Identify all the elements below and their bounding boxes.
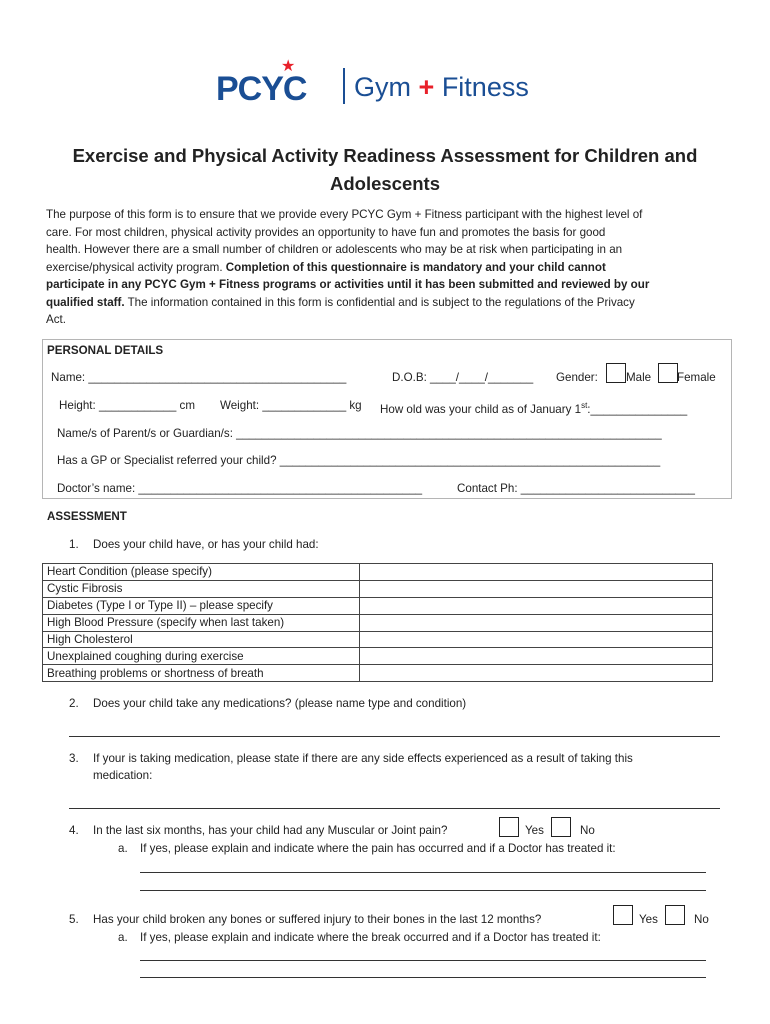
intro-line [46,259,726,277]
condition-answer-cell[interactable] [360,631,713,648]
question-1: Does your child have, or has your child had: [93,538,319,551]
q4-no-checkbox[interactable] [551,817,571,837]
table-row [43,580,713,597]
pcyc-logo [216,56,556,108]
condition-answer-cell[interactable] [360,564,713,581]
contact-phone-field[interactable]: Contact Ph: ___________________________ [457,482,695,495]
intro-text: exercise/physical activity program. [46,260,223,274]
q5-no-checkbox[interactable] [665,905,685,925]
question-5a: If yes, please explain and indicate where the break occurred and if a Doctor has treated it: [140,931,601,944]
intro-line [46,294,726,312]
question-number: 1. [69,538,79,551]
intro-line: health. However there are a small number of children or adolescents who may be at risk when participating in an [46,243,623,256]
logo-divider [343,68,345,104]
question-number: 2. [69,697,79,710]
condition-label: High Cholesterol [43,631,360,648]
personal-details-heading: PERSONAL DETAILS [47,344,164,357]
question-2: Does your child take any medications? (please name type and condition) [93,697,467,710]
question-4a: If yes, please explain and indicate where the pain has occurred and if a Doctor has treated it: [140,842,616,855]
intro-bold-text: participate in any PCYC Gym + Fitness programs or activities until it has been submitted and reviewed by our [46,278,650,291]
table-row [43,631,713,648]
table-row [43,614,713,631]
condition-label: Heart Condition (please specify) [43,564,360,581]
table-row [43,648,713,665]
intro-line: Act. [46,313,66,326]
question-number: 3. [69,752,79,765]
condition-label: Diabetes (Type I or Type II) – please specify [43,597,360,614]
height-field[interactable]: Height: ____________ cm [59,399,196,412]
conditions-table [42,563,713,682]
male-checkbox[interactable] [606,363,626,383]
logo-gym-text: Gym [354,72,411,102]
logo-brand: PCYC [216,70,307,108]
condition-label: Cystic Fibrosis [43,580,360,597]
question-4: In the last six months, has your child had any Muscular or Joint pain? [93,824,448,837]
table-row [43,665,713,682]
doctor-name-field[interactable]: Doctor’s name: ____________________________________________ [57,482,423,495]
condition-answer-cell[interactable] [360,580,713,597]
logo-gym-fitness [354,72,529,103]
question-3-cont: medication: [93,769,153,782]
star-icon: ★ [281,58,296,75]
question-3: If your is taking medication, please state if there are any side effects experienced as a result of taking this [93,752,633,765]
title-line-1: Exercise and Physical Activity Readiness Assessment for Children and [72,145,698,166]
q5-yes-label: Yes [639,913,658,926]
intro-line: care. For most children, physical activity provides an opportunity to have fun and promotes the basis for good [46,225,606,239]
female-checkbox[interactable] [658,363,678,383]
table-row [43,597,713,614]
condition-answer-cell[interactable] [360,665,713,682]
sub-question-letter: a. [118,931,128,944]
condition-answer-cell[interactable] [360,648,713,665]
assessment-heading: ASSESSMENT [47,510,127,523]
weight-field[interactable]: Weight: _____________ kg [220,399,362,412]
table-row [43,564,713,581]
title-line-2: Adolescents [329,173,440,194]
logo-fitness-text: Fitness [441,72,529,102]
parents-field[interactable]: Name/s of Parent/s or Guardian/s: __________________________________________________________________ [57,427,662,440]
sub-question-letter: a. [118,842,128,855]
age-field[interactable] [380,397,687,418]
question-5: Has your child broken any bones or suffered injury to their bones in the last 12 months? [93,913,542,926]
gp-referral-field[interactable]: Has a GP or Specialist referred your child? ___________________________________________________________ [57,454,661,467]
dob-field[interactable]: D.O.B: ____/____/_______ [392,371,534,384]
condition-answer-cell[interactable] [360,597,713,614]
personal-details-box [42,339,732,499]
intro-bold-text: qualified staff. [46,295,125,309]
q5-yes-checkbox[interactable] [613,905,633,925]
female-label: Female [677,371,716,384]
answer-line-q4a[interactable] [140,890,706,891]
q5-no-label: No [694,913,709,926]
logo-plus: + [418,72,435,102]
condition-label: High Blood Pressure (specify when last taken) [43,614,360,631]
answer-line-q2[interactable] [69,736,720,737]
intro-bold-text: Completion of this questionnaire is mandatory and your child cannot [222,260,606,274]
question-number: 5. [69,913,79,926]
age-blank: :_______________ [587,402,688,416]
q4-no-label: No [580,824,595,837]
page-title [30,142,740,198]
answer-line-q5a[interactable] [140,960,706,961]
intro-text: The information contained in this form is confidential and is subject to the regulations of the Privacy [124,295,635,309]
name-field[interactable]: Name: ________________________________________ [51,371,347,384]
question-number: 4. [69,824,79,837]
q4-yes-label: Yes [525,824,544,837]
q4-yes-checkbox[interactable] [499,817,519,837]
answer-line-q4a[interactable] [140,872,706,873]
answer-line-q3[interactable] [69,808,720,809]
intro-line: The purpose of this form is to ensure that we provide every PCYC Gym + Fitness participant with the highest level of [46,208,643,221]
male-label: Male [626,371,652,384]
intro-paragraph [46,206,726,329]
age-question: How old was your child as of January 1 [380,402,582,416]
answer-line-q5a[interactable] [140,977,706,978]
condition-label: Breathing problems or shortness of breath [43,665,360,682]
condition-answer-cell[interactable] [360,614,713,631]
age-superscript: st [581,401,588,410]
condition-label: Unexplained coughing during exercise [43,648,360,665]
gender-label: Gender: [556,371,598,384]
